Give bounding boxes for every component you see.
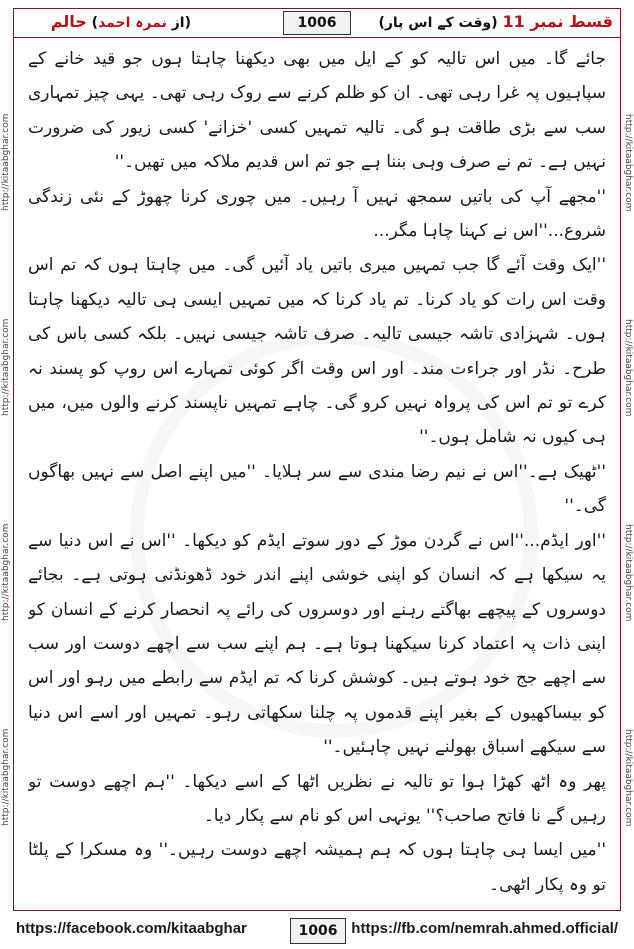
novel-title: حالم	[50, 12, 87, 31]
author-name: نمرہ احمد	[98, 15, 167, 31]
paragraph: پھر وہ اٹھ کھڑا ہوا تو تالیہ نے نظریں اٹھا کے اسے دیکھا۔ ''ہم اچھے دوست تو رہیں گے نا فاتح صاحب؟'' یونہی اس کو نام سے پکار دیا۔	[28, 771, 606, 826]
footer-page-number: 1006	[290, 918, 346, 944]
header-page-number: 1006	[283, 11, 351, 35]
author-suffix: )	[91, 15, 99, 31]
side-watermark-text: http://kitaabghar.com	[623, 318, 633, 417]
author-prefix: (از	[171, 15, 191, 31]
author-credit	[51, 12, 191, 31]
side-watermark-left	[1, 60, 15, 880]
side-watermark-text: http://kitaabghar.com	[1, 523, 11, 622]
facebook-link[interactable]: https://facebook.com/kitaabghar	[16, 920, 247, 937]
page-footer	[0, 916, 634, 946]
paragraph: ''مجھے آپ کی باتیں سمجھ نہیں آ رہیں۔ میں چوری کرنا چھوڑ کے نئی زندگی شروع...''اس نے کہنا چاہا مگر...	[28, 186, 606, 242]
author-fb-link[interactable]: https://fb.com/nemrah.ahmed.official/	[351, 920, 618, 937]
side-watermark-text: http://kitaabghar.com	[1, 728, 11, 827]
side-watermark-right	[619, 60, 633, 880]
side-watermark-text: http://kitaabghar.com	[623, 728, 633, 827]
paragraph: ''ایک وقت آئے گا جب تمہیں میری باتیں یاد آئیں گی۔ میں چاہتا ہوں کہ تم اس وقت اس رات کو یاد کرنا۔ تم یاد کرنا کہ میں تمہیں ایسی ہی تالیہ دیکھنا چاہتا ہوں۔ شہزادی تاشہ جیسی تالیہ۔ صرف تاشہ جیسی نہیں۔ بلکہ کسی باس کی طرح۔ نڈر اور جراءت مند۔ اور اس وقت اگر کوئی تمہارے اس روپ کو پسند نہ کرے تو تم اس کی پرواہ نہیں کرو گی۔ چاہے تمہیں ناپسند کرنے والوں میں، میں ہی کیوں نہ شامل ہوں۔''	[28, 255, 606, 448]
side-watermark-text: http://kitaabghar.com	[1, 318, 11, 417]
paragraph: ''اور ایڈم...''اس نے گردن موڑ کے دور سوتے ایڈم کو دیکھا۔ ''اس نے اس دنیا سے یہ سیکھا ہے کہ انسان کو اپنی خوشی اپنے اندر خود ڈھونڈنی ہوتی ہے۔ بجائے دوسروں کے پیچھے بھاگتے رہنے اور دوسروں کی رائے پہ انحصار کرنے کے انسان کو اپنی ذات پہ اعتماد کرنا سیکھنا ہوتا ہے۔ ہم اپنے سب سے اچھے دوست اور سب سے اچھے جج خود ہوتے ہیں۔ کوشش کرنا کہ تم ایڈم سے رابطے میں رہو اور اس کو بیساکھیوں کے بغیر اپنے قدموں پہ چلنا سکھاتی رہو۔ تمہیں اور اسے اس دنیا سے سیکھے اسباق بھولنے نہیں چاہئیں۔''	[28, 530, 606, 758]
story-text	[28, 42, 606, 908]
paragraph	[28, 902, 606, 908]
episode-subtitle: (وقت کے اس پار)	[378, 15, 498, 31]
paragraph: جائے گا۔ میں اس تالیہ کو کے ایل میں بھی دیکھنا چاہتا ہوں جو قید خانے کے سپاہیوں پہ غرا رہی تھی۔ ان کو ظلم کرنے سے روک رہی تھی۔ یہی چیز تمہاری سب سے بڑی طاقت ہو گی۔ تالیہ تمہیں کسی 'خزانے' کسی زیور کی ضرورت نہیں ہے۔ تم نے صرف وہی بننا ہے جو تم اس قدیم ملاکہ میں تھیں۔''	[28, 49, 606, 173]
side-watermark-text: http://kitaabghar.com	[1, 113, 11, 212]
paragraph: ''ٹھیک ہے۔''اس نے نیم رضا مندی سے سر ہلایا۔ ''میں اپنے اصل سے نہیں بھاگوں گی۔''	[28, 461, 606, 517]
side-watermark-text: http://kitaabghar.com	[623, 523, 633, 622]
episode-label: قسط نمبر 11	[502, 12, 613, 31]
paragraph: ''میں ایسا ہی چاہتا ہوں کہ ہم ہمیشہ اچھے دوست رہیں۔'' وہ مسکرا کے پلٹا تو وہ پکار اٹھی۔	[28, 840, 606, 895]
episode-info	[378, 12, 613, 31]
side-watermark-text: http://kitaabghar.com	[623, 113, 633, 212]
page-header	[13, 8, 621, 38]
